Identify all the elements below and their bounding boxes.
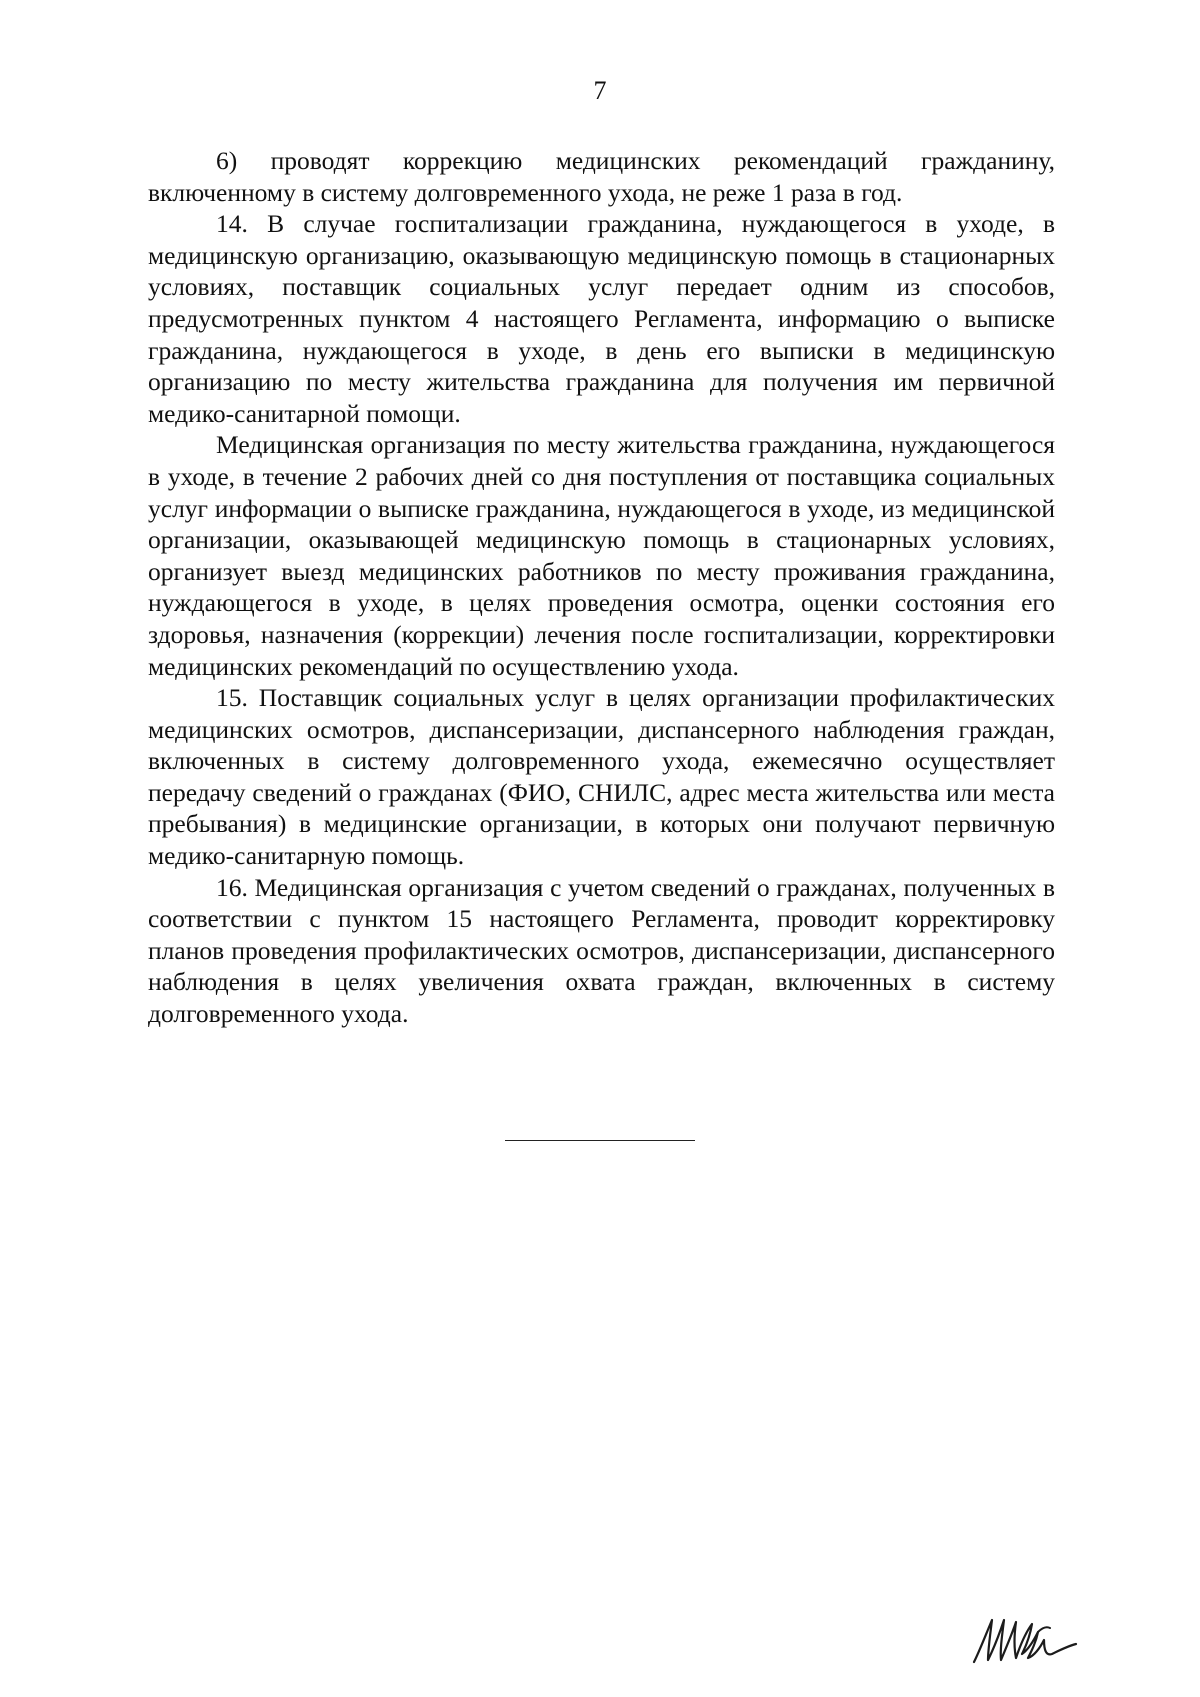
paragraph-clause-15: 15. Поставщик социальных услуг в целях организации профилактических медицинских осмотров, диспансеризации, диспансерного наблюдения граждан, включенных в систему долговременного ухода, ежемесячно осуществляет передачу сведений о гражданах (ФИО, СНИЛС, адрес места жительства или места пребывания) в медицинские организации, в которых они получают первичную медико-санитарную помощь. — [148, 683, 1055, 871]
end-of-text-rule — [505, 1140, 695, 1141]
paragraph-clause-14-continued: Медицинская организация по месту жительства гражданина, нуждающегося в уходе, в течение 2 рабочих дней со дня поступления от поставщика социальных услуг информации о выписке гражданина, нуждающегося в уходе, из медицинской организации, оказывающей медицинскую помощь в стационарных условиях, организует выезд медицинских работников по месту проживания гражданина, нуждающегося в уходе, в целях проведения осмотра, оценки состояния его здоровья, назначения (коррекции) лечения после госпитализации, корректировки медицинских рекомендаций по осуществлению ухода. — [148, 430, 1055, 681]
handwritten-initials-signature — [968, 1610, 1078, 1670]
page-number: 7 — [593, 76, 607, 105]
paragraph-clause-14: 14. В случае госпитализации гражданина, нуждающегося в уходе, в медицинскую организацию, оказывающую медицинскую помощь в стационарных условиях, поставщик социальных услуг передает одним из способов, предусмотренных пунктом 4 настоящего Регламента, информацию о выписке гражданина, нуждающегося в уходе, в день его выписки в медицинскую организацию по месту жительства гражданина для получения им первичной медико-санитарной помощи. — [148, 209, 1055, 428]
paragraph-clause-16: 16. Медицинская организация с учетом сведений о гражданах, полученных в соответствии с пунктом 15 настоящего Регламента, проводит корректировку планов проведения профилактических осмотров, диспансеризации, диспансерного наблюдения в целях увеличения охвата граждан, включенных в систему долговременного ухода. — [148, 872, 1055, 1029]
paragraph-item-6: 6) проводят коррекцию медицинских рекомендаций гражданину, включенному в систему долговременного ухода, не реже 1 раза в год. — [148, 146, 1055, 207]
document-body — [148, 145, 1055, 1030]
